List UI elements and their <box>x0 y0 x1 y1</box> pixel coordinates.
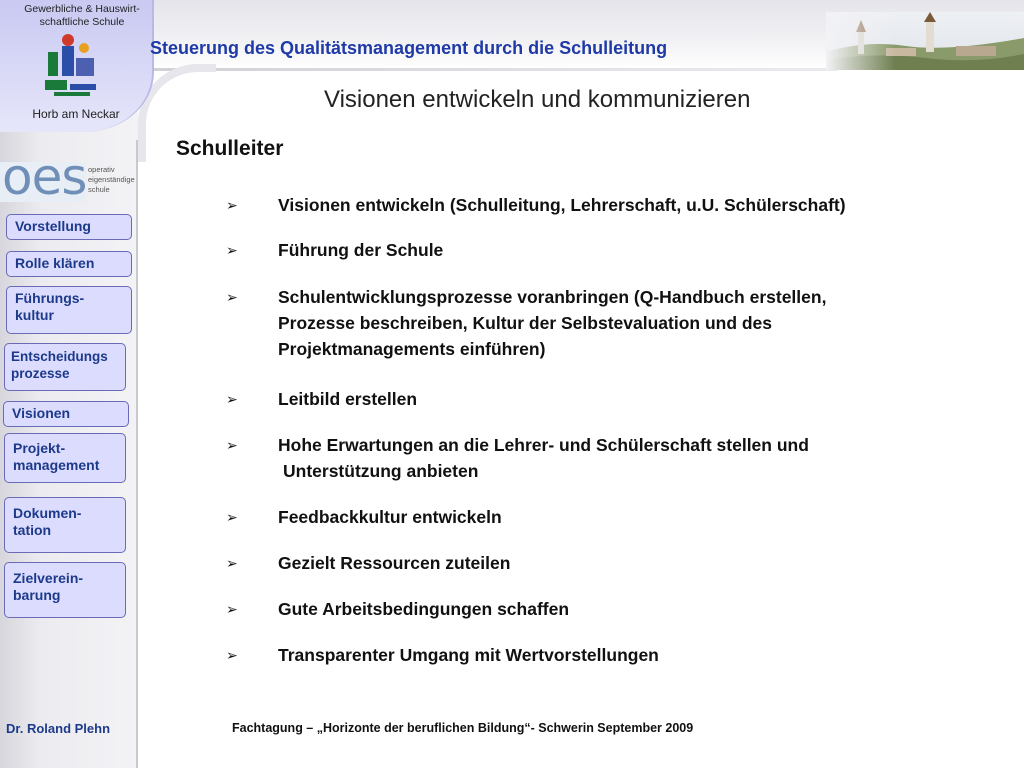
bullet-text <box>278 596 998 622</box>
school-name-line1: Gewerbliche & Hauswirt- <box>24 3 140 15</box>
bullet-text <box>278 386 998 412</box>
school-name-line2: schaftliche Schule <box>39 16 125 28</box>
oes-sub-line1: operativ <box>88 165 115 174</box>
bullet-arrow-icon: ➢ <box>226 391 238 407</box>
bullet-arrow-icon: ➢ <box>226 242 238 258</box>
bullet-line: Hohe Erwartungen an die Lehrer- und Schülerschaft stellen und <box>278 435 809 455</box>
nav-label-line1: Dokumen- <box>13 505 82 521</box>
nav-label-line2: prozesse <box>11 366 70 381</box>
bullet-arrow-icon: ➢ <box>226 601 238 617</box>
bullet-line: Feedbackkultur entwickeln <box>278 507 502 527</box>
nav-label: Vorstellung <box>15 218 91 234</box>
bullet-text <box>278 432 998 484</box>
footer-author: Dr. Roland Plehn <box>6 721 111 736</box>
nav-label-line1: Zielverein- <box>13 570 84 586</box>
bullet-text <box>278 284 998 362</box>
bullet-line: Gezielt Ressourcen zuteilen <box>278 553 511 573</box>
oes-subtitle <box>88 165 135 195</box>
bullet-arrow-icon: ➢ <box>226 647 238 663</box>
bullet-line: Schulentwicklungsprozesse voranbringen (Q-Handbuch erstellen, <box>278 287 827 307</box>
nav-label: Visionen <box>12 405 71 421</box>
bullet-line: Führung der Schule <box>278 240 444 260</box>
oes-logo <box>0 148 87 209</box>
town-photo-icon <box>826 12 1024 70</box>
bullet-arrow-icon: ➢ <box>226 437 238 453</box>
slide-title: Visionen entwickeln und kommunizieren <box>324 86 751 113</box>
footer-event: Fachtagung – „Horizonte der beruflichen Bildung“- Schwerin September 2009 <box>232 721 694 735</box>
nav-item-entscheidungsprozesse[interactable] <box>4 343 126 391</box>
section-heading: Schulleiter <box>176 137 284 160</box>
bullet-arrow-icon: ➢ <box>226 509 238 525</box>
bullet-text <box>278 192 998 218</box>
bullet-line: Prozesse beschreiben, Kultur der Selbstevaluation und des <box>278 313 773 333</box>
oes-sub-line2: eigenständige <box>88 175 135 184</box>
nav-label-line2: barung <box>13 587 61 603</box>
header-title: Steuerung des Qualitätsmanagement durch die Schulleitung <box>150 38 668 58</box>
bullet-arrow-icon: ➢ <box>226 289 238 305</box>
bullet-line: Projektmanagements einführen) <box>278 339 546 359</box>
nav-item-dokumentation[interactable] <box>4 497 126 553</box>
nav-label-line2: management <box>13 457 100 473</box>
bullet-line: Unterstützung anbieten <box>283 461 479 481</box>
bullet-line: Gute Arbeitsbedingungen schaffen <box>278 599 570 619</box>
school-town: Horb am Neckar <box>32 107 120 121</box>
bullet-line: Leitbild erstellen <box>278 389 418 409</box>
bullet-text <box>278 642 998 668</box>
sidebar-divider <box>136 140 138 768</box>
bullet-text <box>278 504 998 530</box>
bullet-line: Transparenter Umgang mit Wertvorstellungen <box>278 645 659 665</box>
header-divider <box>138 68 838 71</box>
bullet-line: Visionen entwickeln (Schulleitung, Lehrerschaft, u.U. Schülerschaft) <box>278 195 846 215</box>
oes-letters: oes <box>2 148 87 206</box>
nav-item-fuehrungskultur[interactable] <box>6 286 132 334</box>
nav-label: Rolle klären <box>15 255 95 271</box>
school-name <box>18 3 146 29</box>
bullet-text <box>278 550 998 576</box>
bullet-arrow-icon: ➢ <box>226 197 238 213</box>
nav-item-zielvereinbarung[interactable] <box>4 562 126 618</box>
nav-label-line1: Entscheidungs <box>11 349 108 364</box>
nav-label-line1: Projekt- <box>13 440 66 456</box>
bullet-text <box>278 237 998 263</box>
oes-sub-line3: schule <box>88 185 110 194</box>
nav-item-rolle-klaeren[interactable] <box>6 251 132 277</box>
bullet-arrow-icon: ➢ <box>226 555 238 571</box>
nav-label-line2: kultur <box>15 307 54 323</box>
nav-label-line1: Führungs- <box>15 290 85 306</box>
school-logo <box>0 0 154 132</box>
nav-item-projektmanagement[interactable] <box>4 433 126 483</box>
nav-item-vorstellung[interactable] <box>6 214 132 240</box>
nav-item-visionen[interactable] <box>3 401 129 427</box>
nav-label-line2: tation <box>13 522 52 538</box>
school-emblem-icon <box>40 32 110 104</box>
